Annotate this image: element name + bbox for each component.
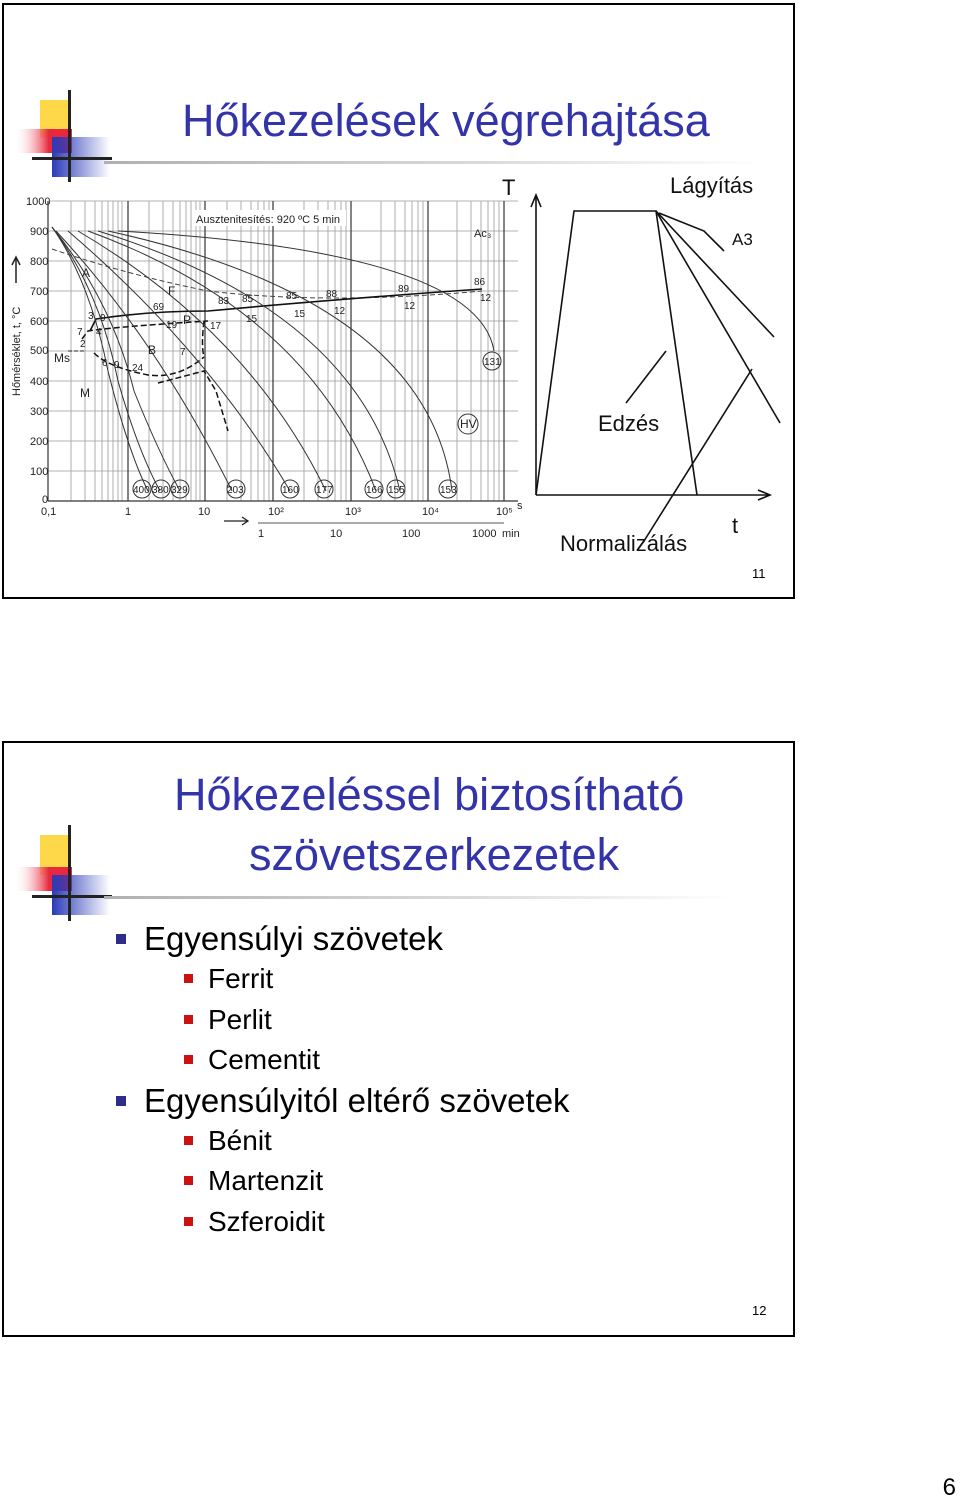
austenitizing-note: Ausztenitesítés: 920 ºC 5 min <box>196 214 341 226</box>
x-tick-label: 1 <box>125 506 132 518</box>
percent-label: 89 <box>398 284 410 295</box>
bullet-list <box>114 919 570 1242</box>
hardness-value: 155 <box>388 485 405 496</box>
phase-label: P <box>183 313 192 327</box>
slide-number: 11 <box>752 566 766 581</box>
list-item <box>144 1161 570 1202</box>
x-tick-label: 1 <box>258 528 265 540</box>
quenching-label: Edzés <box>598 411 660 436</box>
hardness-value: 153 <box>440 485 457 496</box>
ac3-label: Ac₃ <box>474 228 492 240</box>
phase-label: B <box>148 343 157 357</box>
percent-label: 12 <box>404 301 416 312</box>
hardness-value: 166 <box>366 485 383 496</box>
percent-label: 12 <box>480 293 492 304</box>
phase-label: M <box>80 386 90 400</box>
y-tick-label: 700 <box>30 286 49 298</box>
percent-label: 9 <box>114 360 120 371</box>
hardness-value: 160 <box>282 485 299 496</box>
x-unit-seconds: s <box>517 500 523 512</box>
x-tick-label: 0,1 <box>41 506 57 518</box>
hardness-value: 131 <box>484 357 501 368</box>
bullet-square-icon <box>184 1176 193 1185</box>
phase-label: F <box>168 284 176 298</box>
y-axis-title: Hőmérséklet, t, °C <box>11 306 23 396</box>
percent-label: 88 <box>326 289 338 300</box>
y-tick-label: 900 <box>30 226 49 238</box>
percent-label: 85 <box>286 291 298 302</box>
y-tick-label: 500 <box>30 345 49 357</box>
x-tick-label: 10³ <box>345 506 361 518</box>
x-tick-label: 10 <box>198 506 211 518</box>
phase-label: A <box>82 266 91 280</box>
x-tick-label: 10⁵ <box>496 506 513 518</box>
percent-label: 7 <box>180 347 186 358</box>
slide-decoration-icon <box>4 743 134 933</box>
y-tick-label: 200 <box>30 436 49 448</box>
x-tick-label: 10⁴ <box>422 506 439 518</box>
hardness-value: 400 <box>133 485 150 496</box>
bullet-square-icon <box>184 1015 193 1024</box>
bullet-square-icon <box>116 1096 126 1106</box>
percent-label: 9 <box>100 313 106 324</box>
schematic-x-label: t <box>732 513 739 538</box>
slide-number: 12 <box>752 1303 767 1318</box>
list-item <box>114 1081 570 1243</box>
item-text: Martenzit <box>208 1165 324 1196</box>
slide-title-line2: szövetszerkezetek <box>249 829 620 880</box>
hardness-value: 329 <box>171 485 188 496</box>
percent-label: 2 <box>80 339 86 350</box>
percent-label: 19 <box>166 320 178 331</box>
y-tick-label: 100 <box>30 466 49 478</box>
x-unit-minutes: min <box>502 528 520 540</box>
list-item <box>144 1000 570 1041</box>
slide-decoration-icon <box>4 5 134 195</box>
percent-label: 7 <box>77 327 83 338</box>
percent-label: 69 <box>153 302 165 313</box>
schematic-y-label: T <box>502 175 516 200</box>
percent-label: 4 <box>96 327 102 338</box>
percent-label: 24 <box>132 363 144 374</box>
percent-label: 86 <box>474 277 486 288</box>
percent-label: 3 <box>88 311 94 322</box>
list-item <box>144 1121 570 1162</box>
x-tick-label: 10 <box>330 528 343 540</box>
percent-label: 17 <box>210 321 222 332</box>
y-tick-label: 600 <box>30 316 49 328</box>
percent-label: 83 <box>218 296 230 307</box>
title-underline <box>104 896 734 899</box>
bullet-square-icon <box>184 1136 193 1145</box>
item-text: Cementit <box>208 1044 321 1075</box>
section-heading: Egyensúlyi szövetek <box>144 920 443 957</box>
hardness-value: 177 <box>316 485 333 496</box>
bullet-square-icon <box>116 934 126 944</box>
slide-11 <box>2 3 795 599</box>
hardness-value: 203 <box>227 485 244 496</box>
cct-diagram <box>8 191 528 543</box>
x-tick-label: 100 <box>402 528 421 540</box>
y-tick-label: 0 <box>42 494 49 506</box>
item-text: Perlit <box>208 1003 272 1035</box>
hardness-value: 380 <box>152 485 169 496</box>
list-item <box>144 1202 570 1243</box>
x-tick-label: 1000 <box>472 528 497 540</box>
percent-label: 12 <box>334 306 346 317</box>
y-tick-label: 800 <box>30 256 49 268</box>
item-text: Ferrit <box>208 963 274 994</box>
bullet-square-icon <box>184 1217 193 1226</box>
list-item <box>144 959 570 1000</box>
x-tick-label: 10² <box>268 506 284 518</box>
slide-title-line1: Hőkezeléssel biztosítható <box>174 769 685 820</box>
section-heading: Egyensúlyitól eltérő szövetek <box>144 1081 570 1119</box>
title-underline <box>104 161 764 164</box>
slide-12 <box>2 741 795 1337</box>
item-text: Szferoidit <box>208 1205 325 1237</box>
slide-title: Hőkezelések végrehajtása <box>182 95 710 146</box>
hardness-label: HV <box>460 417 477 431</box>
percent-label: 6 <box>102 358 108 369</box>
normalizing-label: Normalizálás <box>560 531 688 556</box>
item-text: Bénit <box>208 1124 272 1156</box>
y-tick-label: 300 <box>30 406 49 418</box>
bullet-square-icon <box>184 974 193 983</box>
bullet-square-icon <box>184 1055 193 1064</box>
list-item <box>144 1040 570 1081</box>
y-tick-label: 1000 <box>26 196 51 208</box>
page-number: 6 <box>942 1474 956 1501</box>
list-item <box>114 919 570 1081</box>
percent-label: 85 <box>242 294 254 305</box>
y-tick-label: 400 <box>30 376 49 388</box>
percent-label: 15 <box>246 314 258 325</box>
percent-label: 15 <box>294 309 306 320</box>
a3-label: A3 <box>732 230 753 249</box>
ms-label: Ms <box>54 351 70 365</box>
annealing-label: Lágyítás <box>670 173 754 198</box>
